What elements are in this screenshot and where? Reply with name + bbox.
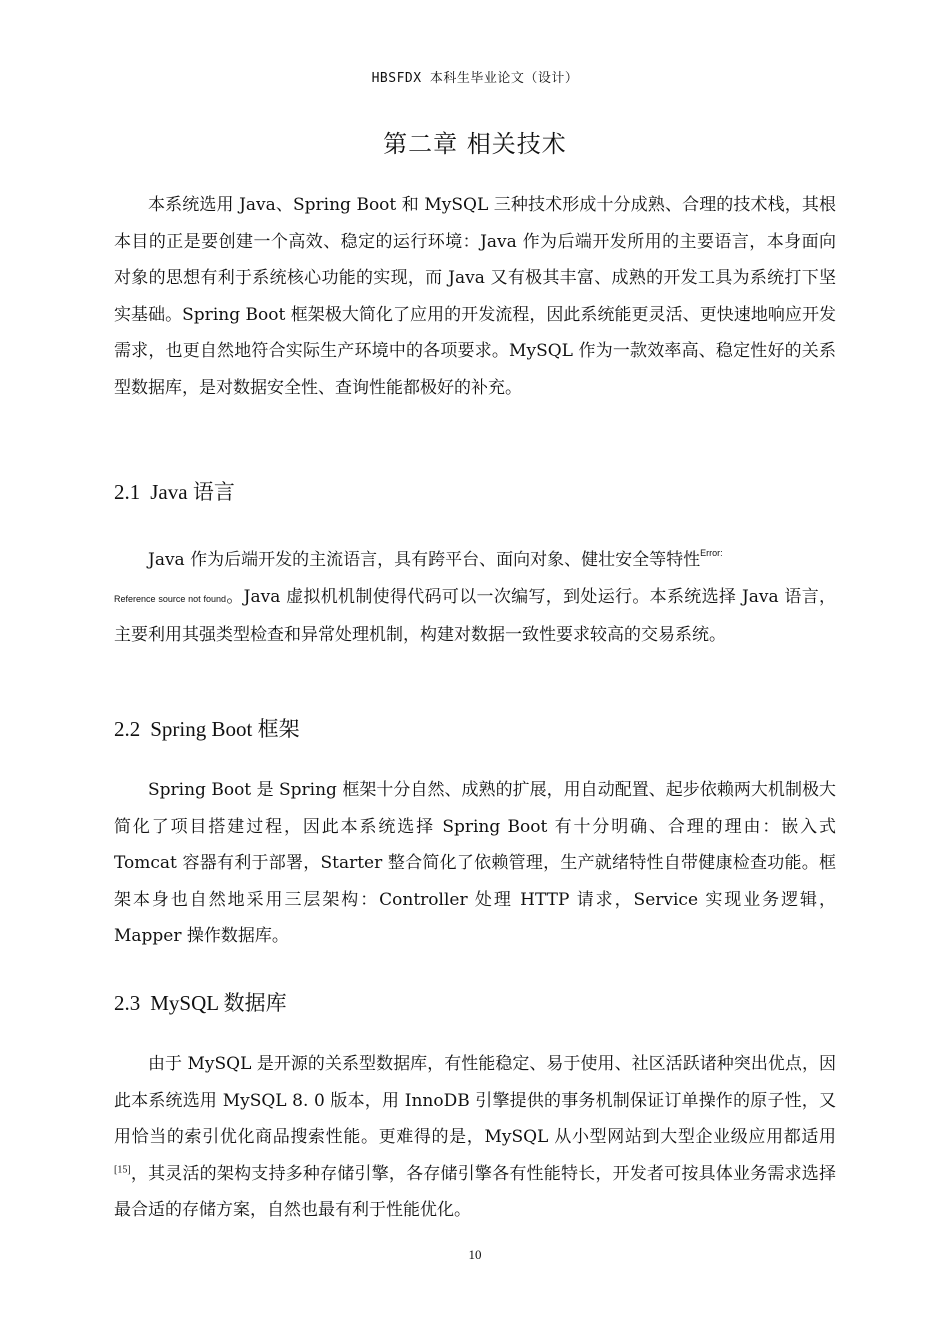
section-heading-2-1 <box>114 476 235 506</box>
section-2-1-paragraph <box>114 535 836 654</box>
section-2-3-paragraph <box>114 1046 836 1229</box>
section-number: 2.2 <box>114 717 141 741</box>
paragraph-text: ，其灵活的架构支持多种存储引擎，各存储引擎各有性能特长，开发者可按具体业务需求选择最合适的存储方案，自然也最有利于性能优化。 <box>114 1163 836 1221</box>
page-number: 10 <box>468 1247 482 1262</box>
paragraph-text: 。Java 虚拟机机制使得代码可以一次编写，到处运行。本系统选择 Java 语言，主要利用其强类型检查和异常处理机制，构建对数据一致性要求较高的交易系统。 <box>114 586 837 646</box>
section-heading-2-3 <box>114 987 287 1017</box>
section-title: Spring Boot 框架 <box>150 717 300 741</box>
section-title: MySQL 数据库 <box>150 991 287 1015</box>
chapter-title: 第二章 相关技术 <box>383 130 567 158</box>
citation-ref: [15] <box>114 1164 131 1176</box>
running-header: HBSFDX 本科生毕业论文（设计） <box>371 71 579 86</box>
section-number: 2.1 <box>114 480 141 504</box>
citation-error: Error: <box>700 548 723 558</box>
citation-error-detail: Reference source not found <box>114 593 227 604</box>
intro-paragraph: 本系统选用 Java、Spring Boot 和 MySQL 三种技术形成十分成熟、合理的技术栈，其根本目的正是要创建一个高效、稳定的运行环境：Java 作为后端开发所用的主要语言，本身面向对象的思想有利于系统核心功能的实现，而 Java 又有极其丰富、成熟的开发工具为系统打下坚实基础。Spring Boot 框架极大简化了应用的开发流程，因此系统能更灵活、更快速地响应开发需求，也更自然地符合实际生产环境中的各项要求。MySQL 作为一款效率高、稳定性好的关系型数据库，是对数据安全性、查询性能都极好的补充。 <box>114 195 836 398</box>
section-number: 2.3 <box>114 991 141 1015</box>
paragraph-text: 由于 MySQL 是开源的关系型数据库，有性能稳定、易于使用、社区活跃诸种突出优点，因此本系统选用 MySQL 8. 0 版本，用 InnoDB 引擎提供的事务机制保证订单操作的原子性，又用恰当的索引优化商品搜索性能。更难得的是，MySQL 从小型网站到大型企业级应用都适用 <box>114 1054 836 1148</box>
section-title: Java 语言 <box>150 480 235 504</box>
paragraph-text: Java 作为后端开发的主流语言，具有跨平台、面向对象、健壮安全等特性 <box>148 550 701 570</box>
section-heading-2-2 <box>114 713 300 743</box>
section-2-2-paragraph: Spring Boot 是 Spring 框架十分自然、成熟的扩展，用自动配置、起步依赖两大机制极大简化了项目搭建过程，因此本系统选择 Spring Boot 有十分明确、合理的理由：嵌入式 Tomcat 容器有利于部署，Starter 整合简化了依赖管理，生产就绪特性自带健康检查功能。框架本身也自然地采用三层架构：Controller 处理 HTTP 请求，Service 实现业务逻辑，Mapper 操作数据库。 <box>114 780 836 947</box>
